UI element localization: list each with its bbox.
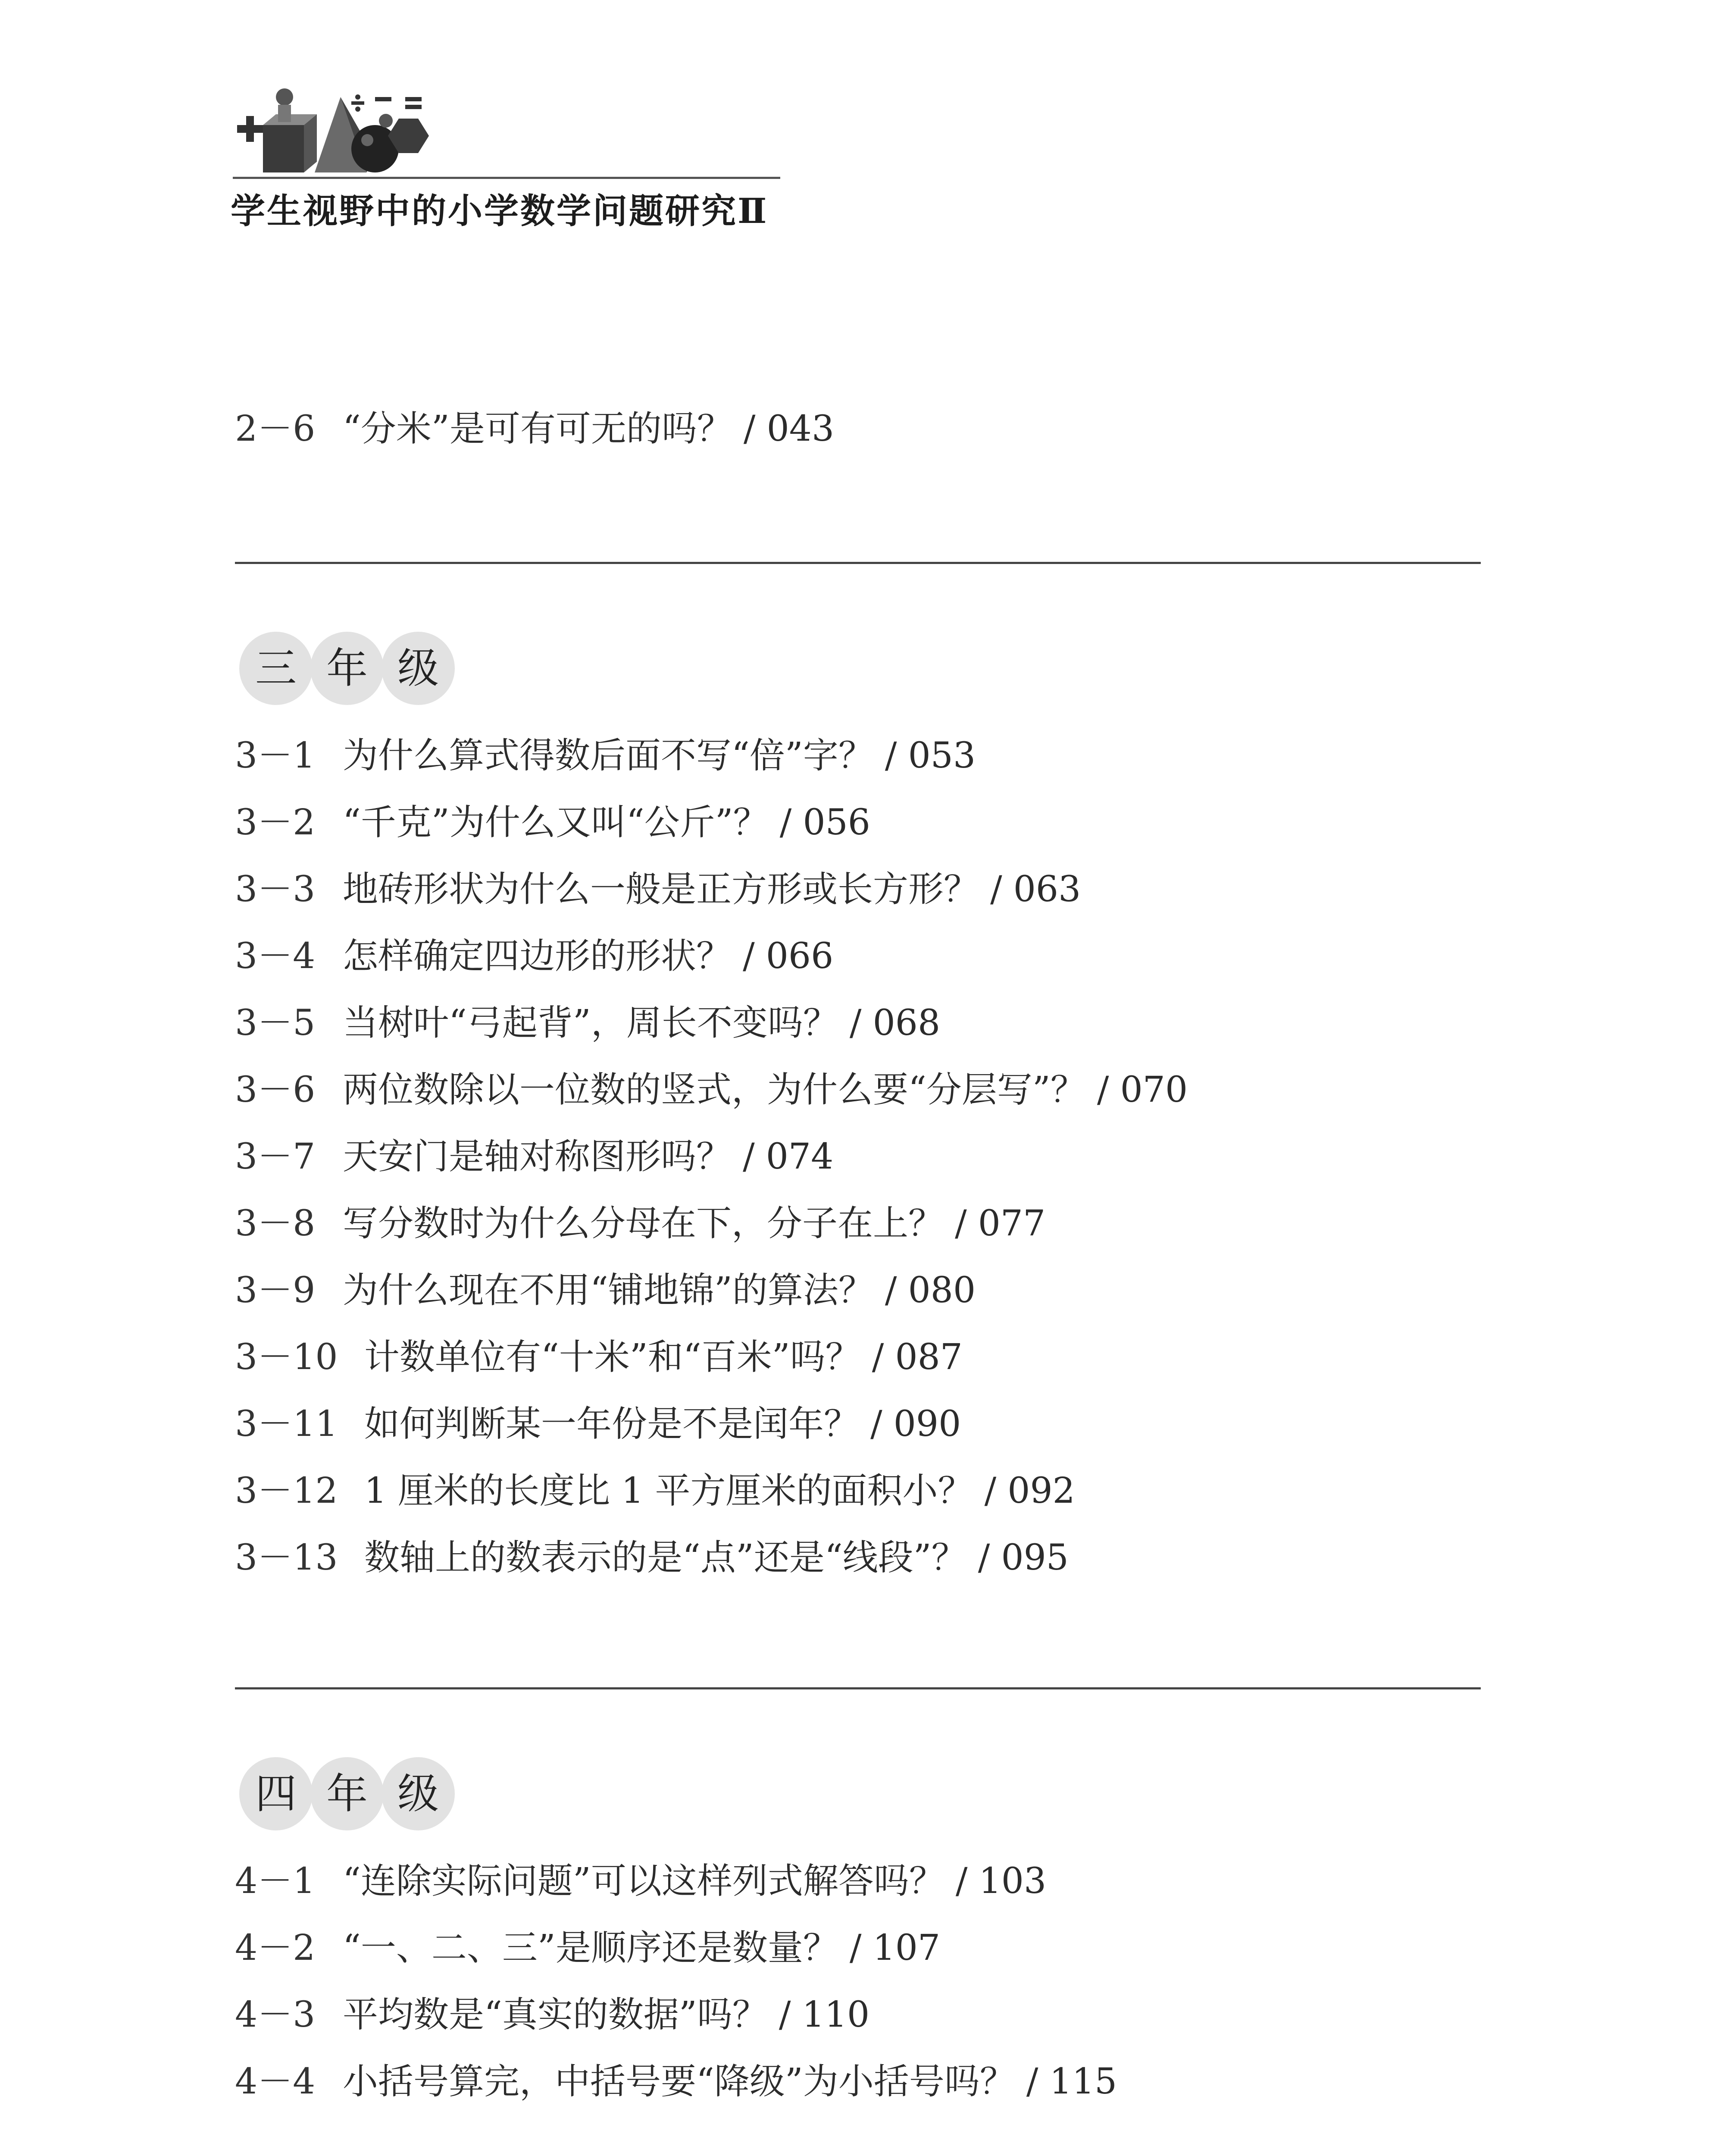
entry-number: 3－12 xyxy=(235,1470,338,1511)
entry-number: 4－2 xyxy=(235,1927,316,1968)
grade-heading-char: 四 xyxy=(239,1757,313,1830)
toc-entry[interactable] xyxy=(235,868,1081,911)
header-logo xyxy=(233,80,440,179)
entry-title: 1 厘米的长度比 1 平方厘米的面积小？ / 092 xyxy=(364,1470,1075,1511)
toc-entry[interactable] xyxy=(235,1269,976,1312)
grade-heading-char: 三 xyxy=(239,632,313,705)
entry-title: 当树叶“弓起背”，周长不变吗？ / 068 xyxy=(343,1003,941,1044)
header-rule xyxy=(233,177,780,179)
grade-heading-char: 级 xyxy=(382,632,455,705)
toc-entry[interactable] xyxy=(235,1860,1046,1903)
grade-heading-char: 年 xyxy=(310,632,384,705)
entry-number: 4－3 xyxy=(235,1994,316,2035)
entry-title: 数轴上的数表示的是“点”还是“线段”？ / 095 xyxy=(364,1537,1069,1578)
entry-number: 4－1 xyxy=(235,1861,316,1902)
toc-entry[interactable] xyxy=(235,1536,1069,1579)
toc-entry[interactable] xyxy=(235,801,870,844)
entry-number: 3－6 xyxy=(235,1069,316,1110)
entry-title: 天安门是轴对称图形吗？ / 074 xyxy=(343,1136,834,1177)
entry-title: 为什么算式得数后面不写“倍”字？ / 053 xyxy=(343,735,976,776)
toc-entry[interactable] xyxy=(235,734,976,777)
entry-number: 3－5 xyxy=(235,1003,316,1044)
entry-title: 如何判断某一年份是不是闰年？ / 090 xyxy=(364,1404,961,1445)
entry-number: 3－3 xyxy=(235,869,316,910)
toc-entry[interactable] xyxy=(235,1993,869,2037)
toc-entry[interactable] xyxy=(235,1202,1045,1245)
entry-title: 两位数除以一位数的竖式，为什么要“分层写”？ / 070 xyxy=(343,1069,1188,1110)
section-divider xyxy=(235,1687,1481,1689)
entry-title: “连除实际问题”可以这样列式解答吗？ / 103 xyxy=(343,1861,1047,1902)
toc-entry[interactable] xyxy=(235,1069,1188,1112)
toc-entry[interactable] xyxy=(235,935,833,978)
entry-number: 3－8 xyxy=(235,1203,316,1244)
entry-number: 3－1 xyxy=(235,735,316,776)
section-divider xyxy=(235,562,1481,564)
entry-number: 3－10 xyxy=(235,1337,338,1378)
toc-entry[interactable] xyxy=(235,1470,1075,1513)
toc-entry[interactable] xyxy=(235,407,834,451)
book-title: 学生视野中的小学数学问题研究Ⅱ xyxy=(231,191,769,231)
entry-number: 3－13 xyxy=(235,1537,338,1578)
entry-number: 3－11 xyxy=(235,1404,338,1445)
entry-title: 平均数是“真实的数据”吗？ / 110 xyxy=(343,1994,870,2035)
entry-number: 3－9 xyxy=(235,1270,316,1311)
toc-entry[interactable] xyxy=(235,1135,833,1178)
toc-entry[interactable] xyxy=(235,1403,961,1446)
toc-entry[interactable] xyxy=(235,2060,1117,2103)
grade-heading-char: 级 xyxy=(382,1757,455,1830)
entry-title: 写分数时为什么分母在下，分子在上？ / 077 xyxy=(343,1203,1046,1244)
entry-number: 2－6 xyxy=(235,408,316,449)
entry-title: “千克”为什么又叫“公斤”？ / 056 xyxy=(343,802,870,843)
entry-title: 为什么现在不用“铺地锦”的算法？ / 080 xyxy=(343,1270,976,1311)
grade-heading-char: 年 xyxy=(310,1757,384,1830)
entry-title: 计数单位有“十米”和“百米”吗？ / 087 xyxy=(364,1337,963,1378)
toc-entry[interactable] xyxy=(235,1002,940,1045)
entry-title: 地砖形状为什么一般是正方形或长方形？ / 063 xyxy=(343,869,1081,910)
toc-entry[interactable] xyxy=(235,1927,940,1970)
toc-entry[interactable] xyxy=(235,1336,963,1379)
entry-number: 4－4 xyxy=(235,2061,316,2102)
entry-number: 3－2 xyxy=(235,802,316,843)
entry-title: 怎样确定四边形的形状？ / 066 xyxy=(343,936,834,977)
entry-title: “分米”是可有可无的吗？ / 043 xyxy=(343,408,835,449)
entry-title: “一、二、三”是顺序还是数量？ / 107 xyxy=(343,1927,941,1968)
entry-title: 小括号算完，中括号要“降级”为小括号吗？ / 115 xyxy=(343,2061,1117,2102)
entry-number: 3－7 xyxy=(235,1136,316,1177)
entry-number: 3－4 xyxy=(235,936,316,977)
